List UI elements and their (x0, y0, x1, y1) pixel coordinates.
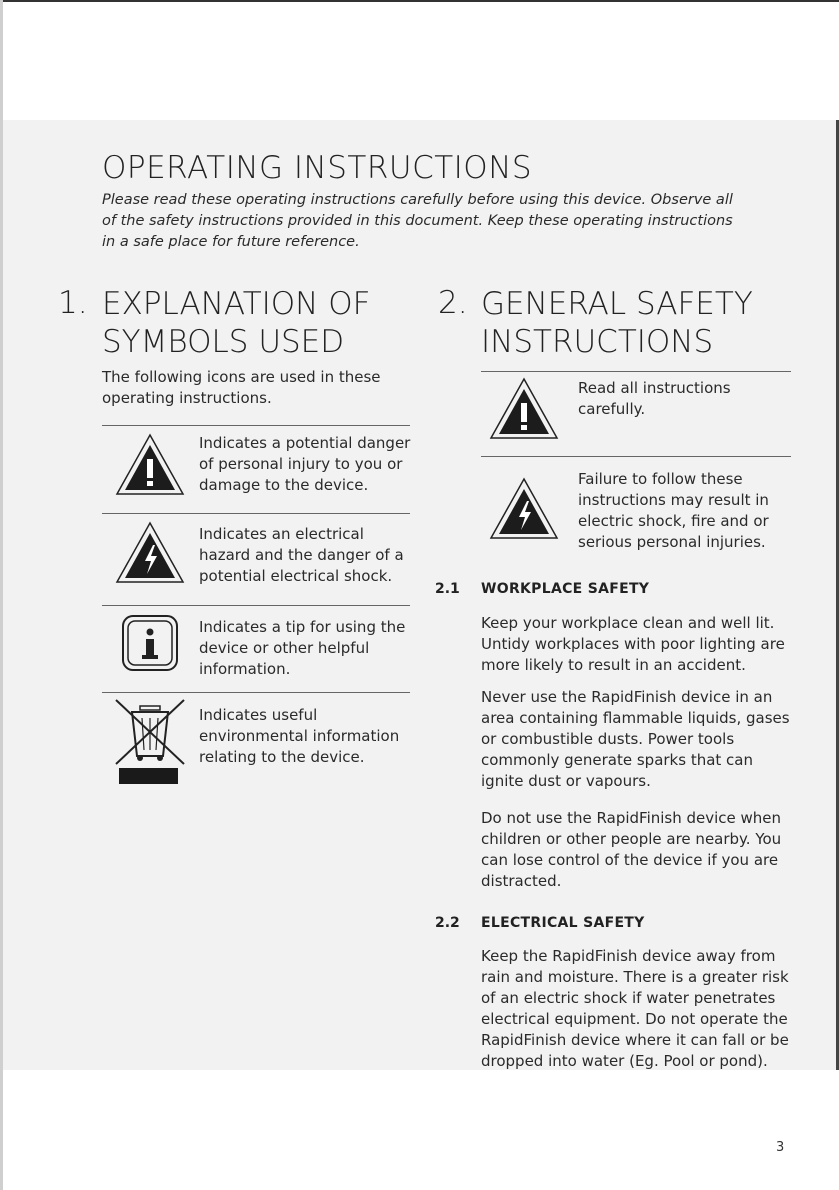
workplace-para-3: Do not use the RapidFinish device when children or other people are nearby. You can lose control of the device if you are distracted. (481, 809, 782, 890)
divider (102, 605, 410, 606)
safety-desc-failure: Failure to follow these instructions may result in electric shock, fire and or serious personal injuries. (578, 470, 769, 551)
crossed-bin-icon (112, 696, 188, 766)
warning-exclamation-icon (114, 432, 186, 500)
page-number: 3 (776, 1140, 785, 1155)
electrical-para-1: Keep the RapidFinish device away from rain and moisture. There is a greater risk of an electric shock if water penetrates electrical equipment. Do not operate the RapidFinish device where it can fall or be dropped into water (Eg. Pool or pond). (481, 947, 789, 1070)
section-2-title-line2: INSTRUCTIONS (481, 324, 714, 360)
info-icon (120, 613, 180, 673)
intro-text: Please read these operating instructions carefully before using this device. Observe all of the safety instructions provided in this document. Keep these operating instructions in a safe place for future reference. (102, 192, 733, 250)
left-edge (0, 0, 3, 1190)
symbol-desc-electrical: Indicates an electrical hazard and the danger of a potential electrical shock. (199, 525, 404, 585)
section-1-lead: The following icons are used in these operating instructions. (102, 368, 381, 407)
page-band (0, 120, 839, 1070)
divider (102, 513, 410, 514)
symbol-desc-info: Indicates a tip for using the device or other helpful information. (199, 618, 406, 678)
subsection-2-2-number: 2.2 (435, 915, 460, 931)
divider (102, 692, 410, 693)
divider (102, 425, 410, 426)
weee-bar (119, 768, 178, 784)
electrical-hazard-icon (488, 476, 560, 544)
section-2-number: 2. (438, 285, 468, 321)
safety-desc-read: Read all instructions carefully. (578, 379, 731, 418)
divider (481, 371, 791, 372)
top-border (0, 0, 839, 2)
workplace-para-2: Never use the RapidFinish device in an area containing flammable liquids, gases or combustible dusts. Power tools commonly generate sparks that can ignite dust or vapours. (481, 688, 790, 790)
section-1-number: 1. (58, 285, 88, 321)
symbol-desc-environment: Indicates useful environmental information relating to the device. (199, 706, 400, 766)
section-1-title (102, 285, 370, 361)
subsection-2-1-number: 2.1 (435, 581, 460, 597)
section-2-title-line1: GENERAL SAFETY (481, 286, 753, 322)
page-title: OPERATING INSTRUCTIONS (102, 150, 533, 186)
subsection-2-2-title: ELECTRICAL SAFETY (481, 915, 645, 931)
electrical-hazard-icon (114, 520, 186, 588)
divider (481, 456, 791, 457)
section-2-title (481, 285, 753, 361)
subsection-2-1-title: WORKPLACE SAFETY (481, 581, 650, 597)
section-1-title-line1: EXPLANATION OF (102, 286, 371, 322)
warning-exclamation-icon (488, 376, 560, 444)
symbol-desc-danger: Indicates a potential danger of personal injury to you or damage to the device. (199, 434, 411, 494)
section-1-title-line2: SYMBOLS USED (102, 324, 345, 360)
workplace-para-1: Keep your workplace clean and well lit. Untidy workplaces with poor lighting are more likely to result in an accident. (481, 614, 785, 674)
